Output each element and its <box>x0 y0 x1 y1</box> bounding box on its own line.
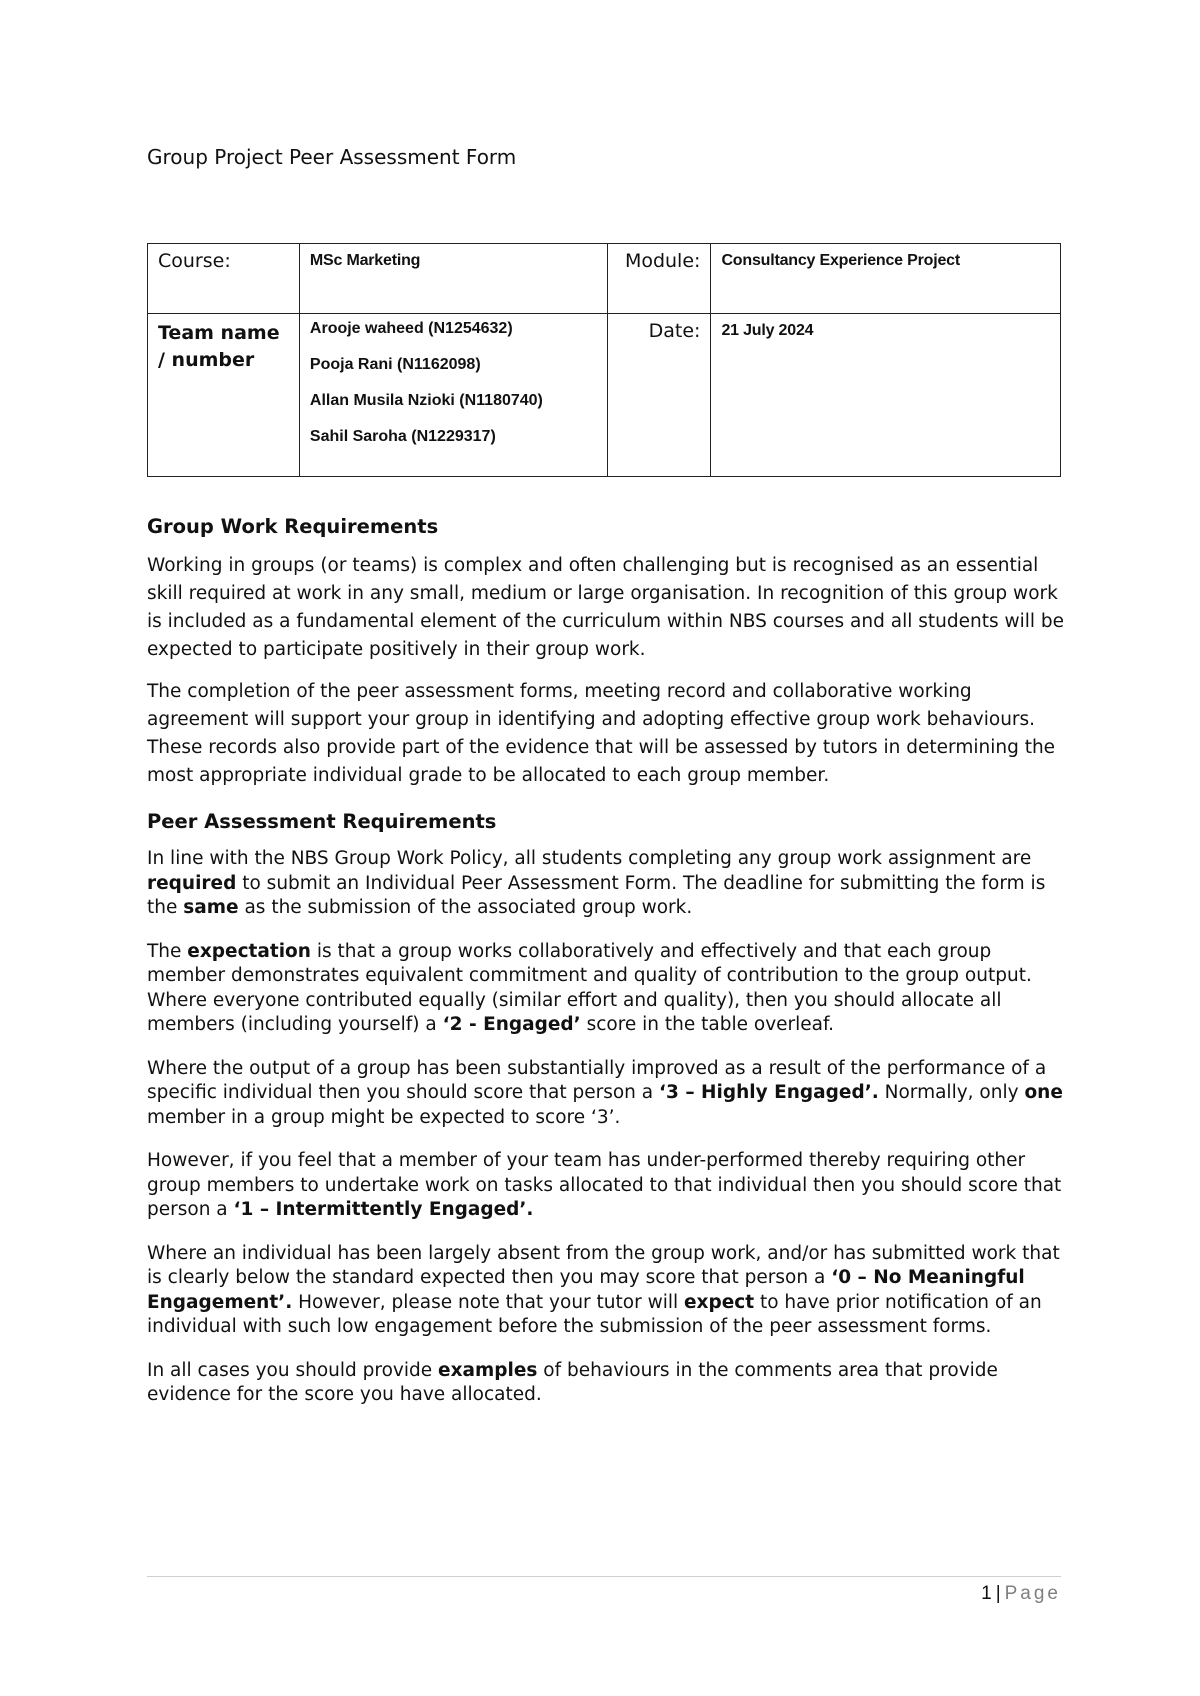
page-word: Page <box>1004 1583 1061 1604</box>
team-label: Team name / number <box>158 322 280 371</box>
course-label: Course: <box>158 250 231 272</box>
date-value: 21 July 2024 <box>721 322 814 339</box>
date-value-cell <box>711 314 1061 477</box>
peer-paragraph-6: In all cases you should provide examples of behaviours in the comments area that provide evidence for the score you have allocated. <box>147 1359 998 1405</box>
page-footer <box>981 1583 1061 1605</box>
group-work-paragraph-1: Working in groups (or teams) is complex and often challenging but is recognised as an essential skill required at work in any small, medium or large organisation. In recognition of this group work is included as a fundamental element of the curriculum within NBS courses and all students will be expected to participate positively in their group work. <box>147 555 1065 660</box>
date-label-cell <box>607 314 711 477</box>
module-label: Module: <box>624 250 701 272</box>
course-value: MSc Marketing <box>309 252 421 269</box>
info-row-course <box>148 244 1061 314</box>
body-content <box>147 515 1067 1427</box>
member-item: Sahil Saroha (N1229317) <box>309 428 496 445</box>
footer-divider <box>147 1576 1061 1577</box>
members-list <box>310 320 597 446</box>
module-value-cell <box>711 244 1061 314</box>
footer-separator: | <box>995 1583 1001 1604</box>
module-value: Consultancy Experience Project <box>721 252 960 269</box>
group-work-paragraph-2: The completion of the peer assessment forms, meeting record and collaborative working agreement will support your group in identifying and adopting effective group work behaviours. These records also provide part of the evidence that will be assessed by tutors in determining the most appropriate individual grade to be allocated to each group member. <box>147 681 1056 786</box>
group-work-heading: Group Work Requirements <box>147 515 439 538</box>
peer-assessment-heading: Peer Assessment Requirements <box>147 810 497 833</box>
peer-paragraph-4: However, if you feel that a member of your team has under-performed thereby requiring other group members to undertake work on tasks allocated to that individual then you should score that person a ‘1 – Intermittently Engaged’. <box>147 1150 1062 1220</box>
team-label-cell <box>148 314 300 477</box>
info-row-team <box>148 314 1061 477</box>
peer-paragraph-1: In line with the NBS Group Work Policy, all students completing any group work assignment are required to submit an Individual Peer Assessment Form. The deadline for submitting the form is the same as the submission of the associated group work. <box>147 848 1046 918</box>
member-item: Arooje waheed (N1254632) <box>309 320 513 337</box>
peer-paragraph-2: The expectation is that a group works collaboratively and effectively and that each group member demonstrates equivalent commitment and quality of contribution to the group output. Where everyone contributed equally (similar effort and quality), then you should allocate all members (including yourself) a ‘2 - Engaged’ score in the table overleaf. <box>147 940 1032 1035</box>
page-number: 1 <box>981 1583 992 1604</box>
members-cell <box>299 314 607 477</box>
page-title: Group Project Peer Assessment Form <box>147 145 517 169</box>
info-table <box>147 243 1061 477</box>
course-label-cell <box>148 244 300 314</box>
date-label: Date: <box>648 320 701 342</box>
member-item: Pooja Rani (N1162098) <box>309 356 481 373</box>
peer-paragraph-5: Where an individual has been largely absent from the group work, and/or has submitted work that is clearly below the standard expected then you may score that person a ‘0 – No Meaningful Engagement’. However, please note that your tutor will expect to have prior notification of an individual with such low engagement before the submission of the peer assessment forms. <box>147 1242 1060 1337</box>
peer-paragraph-3: Where the output of a group has been substantially improved as a result of the performance of a specific individual then you should score that person a ‘3 – Highly Engaged’. Normally, only one member in a group might be expected to score ‘3’. <box>147 1057 1063 1128</box>
module-label-cell <box>607 244 711 314</box>
course-value-cell <box>299 244 607 314</box>
member-item: Allan Musila Nzioki (N1180740) <box>309 392 543 409</box>
